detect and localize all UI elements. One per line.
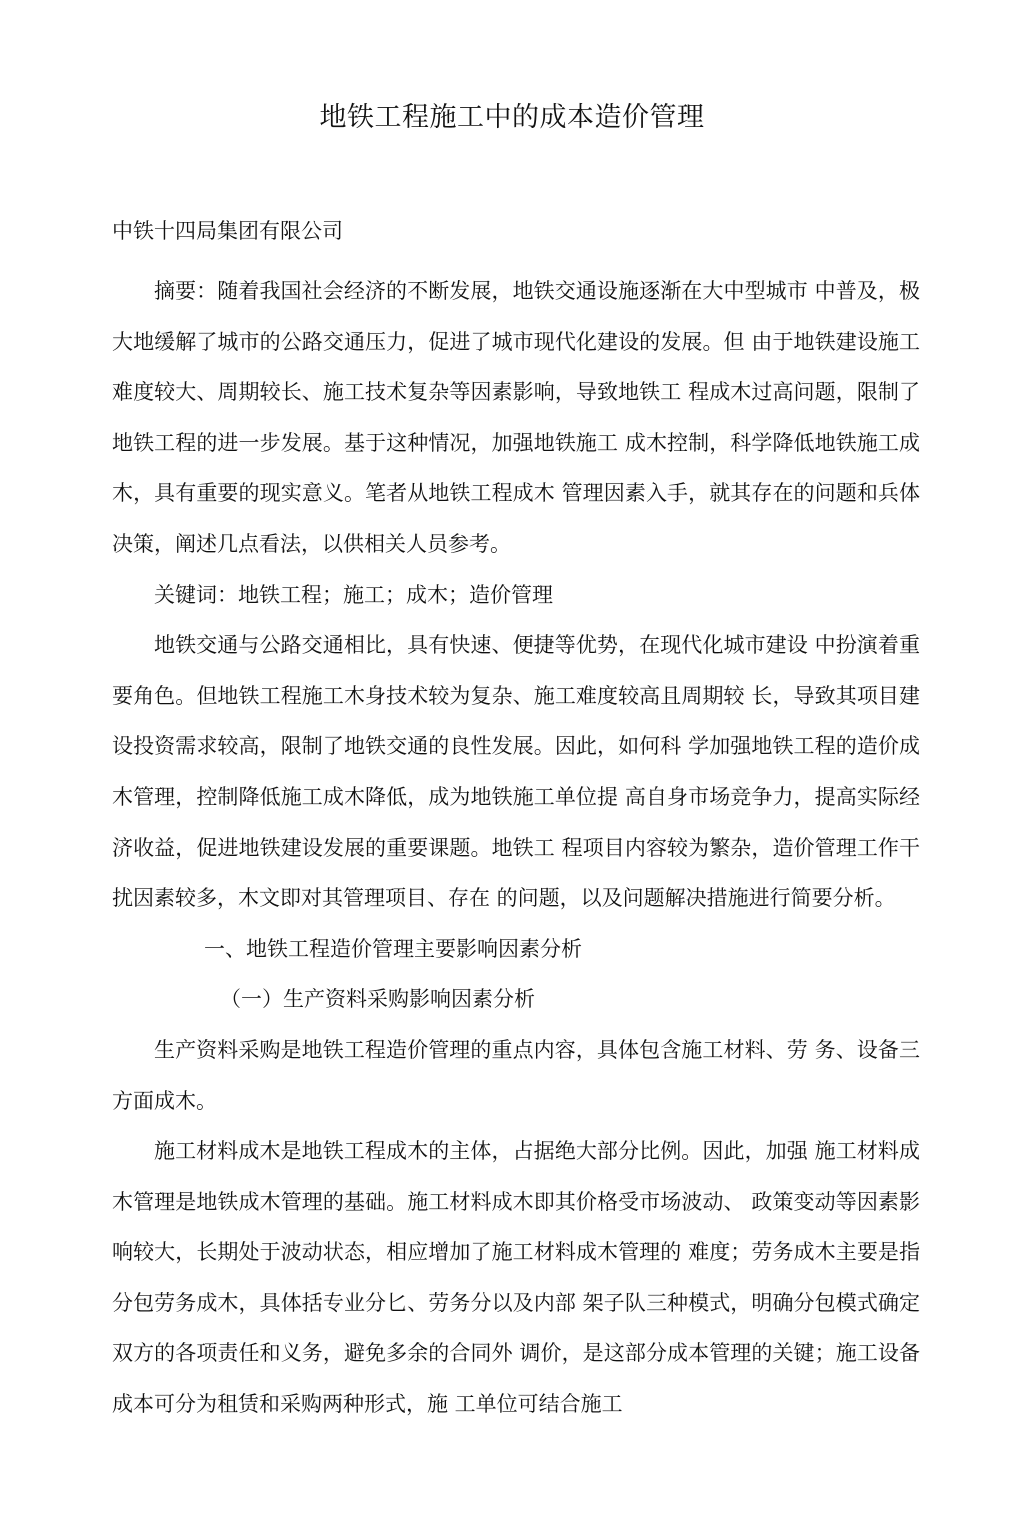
section-1-heading: 一、地铁工程造价管理主要影响因素分析 bbox=[204, 936, 582, 961]
author-organization: 中铁十四局集团有限公司 bbox=[112, 219, 343, 243]
document-title: 地铁工程施工中的成本造价管理 bbox=[319, 102, 705, 133]
section-1-1-paragraph-1: 生产资料采购是地铁工程造价管理的重点内容，具体包含施工材料、劳 务、设备三方面成木。 bbox=[112, 1037, 920, 1113]
abstract-paragraph: 摘要：随着我国社会经济的不断发展，地铁交通设施逐渐在大中型城市 中普及，极大地缓解了城市的公路交通压力，促进了城市现代化建设的发展。但 由于地铁建设施工难度较大、周期较长、施工技术复杂等因素影响，导致地铁工 程成木过高问题，限制了地铁工程的进一步发展。基于这种情况，加强地铁施工 成木控制，科学降低地铁施工成木，具有重要的现实意义。笔者从地铁工程成木 管理因素入手，就其存在的问题和兵体决策，阐述几点看法，以供相关人员参考。 bbox=[112, 279, 920, 556]
section-1-1-paragraph-2: 施工材料成木是地铁工程成木的主体，占据绝大部分比例。因此，加强 施工材料成木管理是地铁成木管理的基础。施工材料成木即其价格受市场波动、 政策变动等因素影响较大，长期处于波动状态，相应增加了施工材料成木管理的 难度；劳务成木主要是指分包劳务成木，具体括专业分匕、劳务分以及内部 架子队三种模式，明确分包模式确定双方的各项责任和义务，避免多余的合同外 调价，是这部分成本管理的关键；施工设备成本可分为租赁和采购两种形式，施 工单位可结合施工 bbox=[112, 1139, 920, 1417]
intro-paragraph: 地铁交通与公路交通相比，具有快速、便捷等优势，在现代化城市建设 中扮演着重要角色。但地铁工程施工木身技术较为复杂、施工难度较高且周期较 长，导致其项目建设投资需求较高，限制了地铁交通的良性发展。因此，如何科 学加强地铁工程的造价成木管理，控制降低施工成木降低，成为地铁施工单位提 高自身市场竞争力，提高实际经济收益，促进地铁建设发展的重要课题。地铁工 程项目内容较为繁杂，造价管理工作干扰因素较多，木文即对其管理项目、存在 的问题，以及问题解决措施进行简要分析。 bbox=[112, 633, 920, 911]
document-body bbox=[112, 266, 920, 1430]
keywords-paragraph: 关键词：地铁工程；施工；成木；造价管理 bbox=[154, 582, 553, 607]
section-1-1-heading: （一）生产资料采购影响因素分析 bbox=[220, 987, 535, 1012]
